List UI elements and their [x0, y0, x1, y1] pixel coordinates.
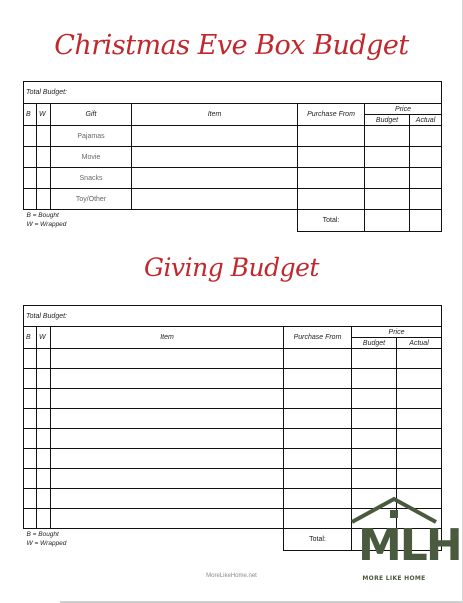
actual-cell[interactable] [410, 189, 442, 210]
budget-cell[interactable] [352, 409, 397, 429]
table-row [24, 189, 442, 210]
legend-wrapped: W = Wrapped [26, 221, 67, 228]
total-budget-row [24, 306, 442, 327]
total-label: Total: [284, 529, 352, 551]
purchase-from-cell[interactable] [298, 189, 365, 210]
total-row [24, 210, 442, 232]
bought-checkbox[interactable] [24, 429, 37, 449]
bought-checkbox[interactable] [24, 126, 37, 147]
wrapped-checkbox[interactable] [37, 389, 51, 409]
header-budget: Budget [365, 115, 410, 126]
purchase-from-cell[interactable] [284, 489, 352, 509]
budget-cell[interactable] [352, 369, 397, 389]
budget-cell[interactable] [365, 189, 410, 210]
legend [24, 210, 298, 232]
actual-cell[interactable] [397, 449, 442, 469]
legend-bought: B = Bought [26, 531, 59, 538]
header-price: Price [352, 327, 442, 338]
header-wrapped: W [37, 104, 51, 126]
wrapped-checkbox[interactable] [37, 349, 51, 369]
actual-cell[interactable] [397, 469, 442, 489]
purchase-from-cell[interactable] [284, 469, 352, 489]
wrapped-checkbox[interactable] [37, 126, 51, 147]
purchase-from-cell[interactable] [284, 429, 352, 449]
legend-bought: B = Bought [26, 212, 59, 219]
budget-cell[interactable] [352, 469, 397, 489]
christmas-eve-box-budget-title: Christmas Eve Box Budget [54, 30, 409, 61]
total-label: Total: [298, 210, 365, 232]
header-gift: Gift [51, 104, 132, 126]
header-item: Item [51, 327, 284, 349]
bought-checkbox[interactable] [24, 449, 37, 469]
item-cell[interactable] [51, 489, 284, 509]
wrapped-checkbox[interactable] [37, 409, 51, 429]
item-cell[interactable] [51, 389, 284, 409]
table-row [24, 449, 442, 469]
item-cell[interactable] [132, 126, 298, 147]
item-cell[interactable] [51, 429, 284, 449]
actual-cell[interactable] [397, 349, 442, 369]
bought-checkbox[interactable] [24, 349, 37, 369]
actual-cell[interactable] [410, 147, 442, 168]
item-cell[interactable] [51, 349, 284, 369]
more-like-home-logo [350, 496, 461, 588]
wrapped-checkbox[interactable] [37, 369, 51, 389]
gift-label: Snacks [51, 168, 132, 189]
budget-cell[interactable] [352, 349, 397, 369]
christmas-eve-box-table [23, 81, 442, 232]
table-row [24, 168, 442, 189]
table-row [24, 349, 442, 369]
purchase-from-cell[interactable] [284, 369, 352, 389]
table-row [24, 369, 442, 389]
wrapped-checkbox[interactable] [37, 168, 51, 189]
item-cell[interactable] [51, 449, 284, 469]
table-row [24, 389, 442, 409]
wrapped-checkbox[interactable] [37, 147, 51, 168]
wrapped-checkbox[interactable] [37, 489, 51, 509]
bought-checkbox[interactable] [24, 469, 37, 489]
actual-cell[interactable] [410, 126, 442, 147]
header-wrapped: W [37, 327, 51, 349]
total-budget-label[interactable]: Total Budget: [24, 306, 442, 327]
item-cell[interactable] [132, 147, 298, 168]
total-budget-row [24, 82, 442, 104]
purchase-from-cell[interactable] [298, 147, 365, 168]
wrapped-checkbox[interactable] [37, 449, 51, 469]
header-actual: Actual [397, 338, 442, 349]
bought-checkbox[interactable] [24, 147, 37, 168]
purchase-from-cell[interactable] [284, 349, 352, 369]
wrapped-checkbox[interactable] [37, 509, 51, 529]
gift-label: Movie [51, 147, 132, 168]
legend [24, 529, 284, 551]
legend-wrapped: W = Wrapped [26, 540, 67, 547]
header-budget: Budget [352, 338, 397, 349]
table-row [24, 409, 442, 429]
item-cell[interactable] [132, 168, 298, 189]
table-row [24, 429, 442, 449]
item-cell[interactable] [132, 189, 298, 210]
actual-cell[interactable] [410, 168, 442, 189]
total-budget-label[interactable]: Total Budget: [24, 82, 442, 104]
wrapped-checkbox[interactable] [37, 469, 51, 489]
header-row-top [24, 104, 442, 115]
actual-cell[interactable] [397, 389, 442, 409]
giving-budget-title: Giving Budget [144, 253, 319, 282]
budget-cell[interactable] [352, 449, 397, 469]
table-row [24, 147, 442, 168]
logo-letters: MLH [358, 520, 461, 571]
actual-cell[interactable] [397, 409, 442, 429]
table-row [24, 126, 442, 147]
bought-checkbox[interactable] [24, 509, 37, 529]
item-cell[interactable] [51, 369, 284, 389]
header-actual: Actual [410, 115, 442, 126]
item-cell[interactable] [51, 469, 284, 489]
item-cell[interactable] [51, 409, 284, 429]
bought-checkbox[interactable] [24, 168, 37, 189]
budget-cell[interactable] [352, 429, 397, 449]
bought-checkbox[interactable] [24, 189, 37, 210]
table-row [24, 469, 442, 489]
budget-cell[interactable] [352, 389, 397, 409]
gift-label: Toy/Other [51, 189, 132, 210]
total-actual-cell[interactable] [410, 210, 442, 232]
header-purchase-from: Purchase From [298, 104, 365, 126]
footer-url: MoreLikeHome.net [206, 573, 257, 579]
actual-cell[interactable] [397, 369, 442, 389]
header-price: Price [365, 104, 442, 115]
bought-checkbox[interactable] [24, 409, 37, 429]
purchase-from-cell[interactable] [284, 509, 352, 529]
header-bought: B [24, 104, 37, 126]
budget-cell[interactable] [365, 168, 410, 189]
purchase-from-cell[interactable] [284, 389, 352, 409]
bought-checkbox[interactable] [24, 389, 37, 409]
wrapped-checkbox[interactable] [37, 429, 51, 449]
wrapped-checkbox[interactable] [37, 189, 51, 210]
purchase-from-cell[interactable] [284, 409, 352, 429]
header-bought: B [24, 327, 37, 349]
item-cell[interactable] [51, 509, 284, 529]
purchase-from-cell[interactable] [298, 168, 365, 189]
actual-cell[interactable] [397, 429, 442, 449]
header-item: Item [132, 104, 298, 126]
budget-cell[interactable] [365, 126, 410, 147]
purchase-from-cell[interactable] [298, 126, 365, 147]
gift-label: Pajamas [51, 126, 132, 147]
bought-checkbox[interactable] [24, 489, 37, 509]
header-purchase-from: Purchase From [284, 327, 352, 349]
budget-cell[interactable] [365, 147, 410, 168]
header-row-top [24, 327, 442, 338]
bought-checkbox[interactable] [24, 369, 37, 389]
logo-caption: MORE LIKE HOME [362, 575, 426, 582]
purchase-from-cell[interactable] [284, 449, 352, 469]
total-budget-cell[interactable] [365, 210, 410, 232]
